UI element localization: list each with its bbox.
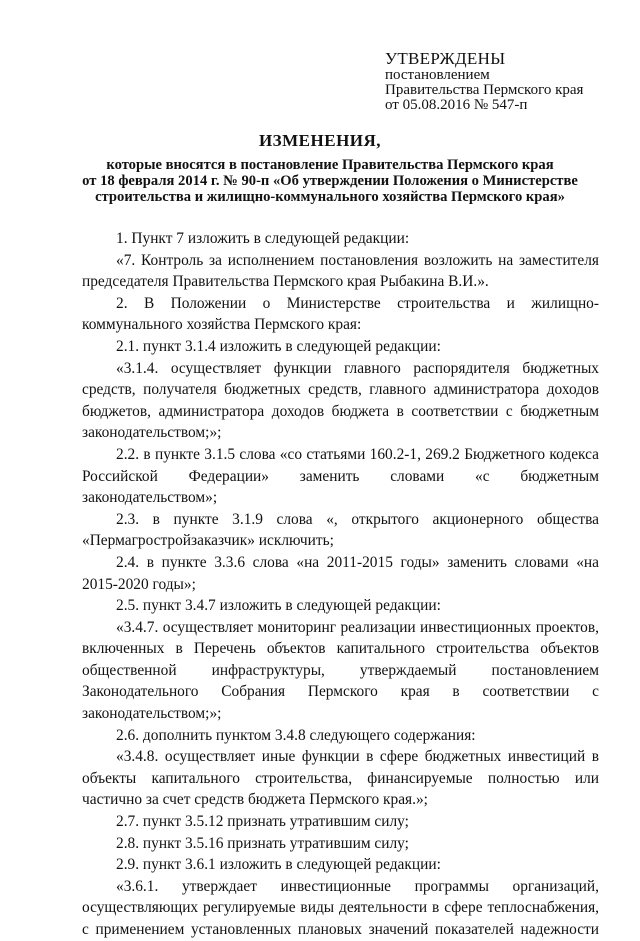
paragraph-1: 1. Пункт 7 изложить в следующей редакции:: [116, 230, 410, 247]
paragraph-2-1-quote: «3.1.4. осуществляет функции главного распорядителя бюджетных средств, получателя бюджетных средств, главного администратора доходов бюджетов, администратора доходов бюджета в соответствии с бюджетным законодательством;»;: [82, 359, 599, 442]
approval-line-date: от 05.08.2016 № 547-п: [385, 97, 528, 113]
subtitle-line-3: строительства и жилищно-коммунального хозяйства Пермского края»: [95, 189, 565, 205]
paragraph-2-5-quote: «3.4.7. осуществляет мониторинг реализации инвестиционных проектов, включенных в Перечень объектов капитального строительства объектов общественной инфраструктуры, утверждаемый постановлением Законодательного Собрания Пермского края в соответствии с законодательством;»;: [82, 618, 599, 723]
paragraph-2-2: 2.2. в пункте 3.1.5 слова «со статьями 160.2-1, 269.2 Бюджетного кодекса Российской Федерации» заменить словами «с бюджетным законодательством»;: [82, 445, 599, 507]
document-title: ИЗМЕНЕНИЯ,: [258, 131, 382, 150]
paragraph-2-5: 2.5. пункт 3.4.7 изложить в следующей редакции:: [116, 597, 441, 615]
paragraph-2-8: 2.8. пункт 3.5.16 признать утратившим силу;: [116, 834, 409, 852]
paragraph-2-6: 2.6. дополнить пунктом 3.4.8 следующего содержания:: [116, 726, 476, 744]
paragraph-2-6-quote: «3.4.8. осуществляет иные функции в сфере бюджетных инвестиций в объекты капитального строительства, финансируемые полностью или частично за счет средств бюджета Пермского края.»;: [82, 748, 599, 809]
approval-line-resolution: постановлением: [385, 67, 490, 83]
approval-stamp: [385, 50, 583, 113]
paragraph-2-3: 2.3. в пункте 3.1.9 слова «, открытого акционерного общества «Пермагростройзаказчик» исключить;: [82, 510, 599, 550]
paragraph-2-1: 2.1. пункт 3.1.4 изложить в следующей редакции:: [116, 337, 441, 355]
paragraph-1-quote: «7. Контроль за исполнением постановления возложить на заместителя председателя Правительства Пермского края Рыбакина В.И.».: [82, 251, 599, 291]
document-body: [82, 228, 599, 941]
paragraph-2: 2. В Положении о Министерстве строительства и жилищно-коммунального хозяйства Пермского края:: [82, 294, 599, 334]
paragraph-2-7: 2.7. пункт 3.5.12 признать утратившим силу;: [116, 813, 409, 831]
approval-line-government: Правительства Пермского края: [385, 82, 584, 98]
subtitle-line-2: от 18 февраля 2014 г. № 90-п «Об утверждении Положения о Министерстве: [82, 173, 578, 189]
paragraph-2-9: 2.9. пункт 3.6.1 изложить в следующей редакции:: [116, 856, 441, 874]
paragraph-2-4: 2.4. в пункте 3.3.6 слова «на 2011-2015 годы» заменить словами «на 2015-2020 годы»;: [82, 553, 599, 593]
subtitle-line-1: которые вносятся в постановление Правительства Пермского края: [106, 157, 554, 173]
paragraph-2-9-quote: «3.6.1. утверждает инвестиционные программы организаций, осуществляющих регулируемые виды деятельности в сфере теплоснабжения, с применением установленных плановых значений показателей надежности: [82, 877, 599, 938]
approval-heading: УТВЕРЖДЕНЫ: [385, 49, 506, 68]
document-subtitle: [60, 157, 600, 205]
